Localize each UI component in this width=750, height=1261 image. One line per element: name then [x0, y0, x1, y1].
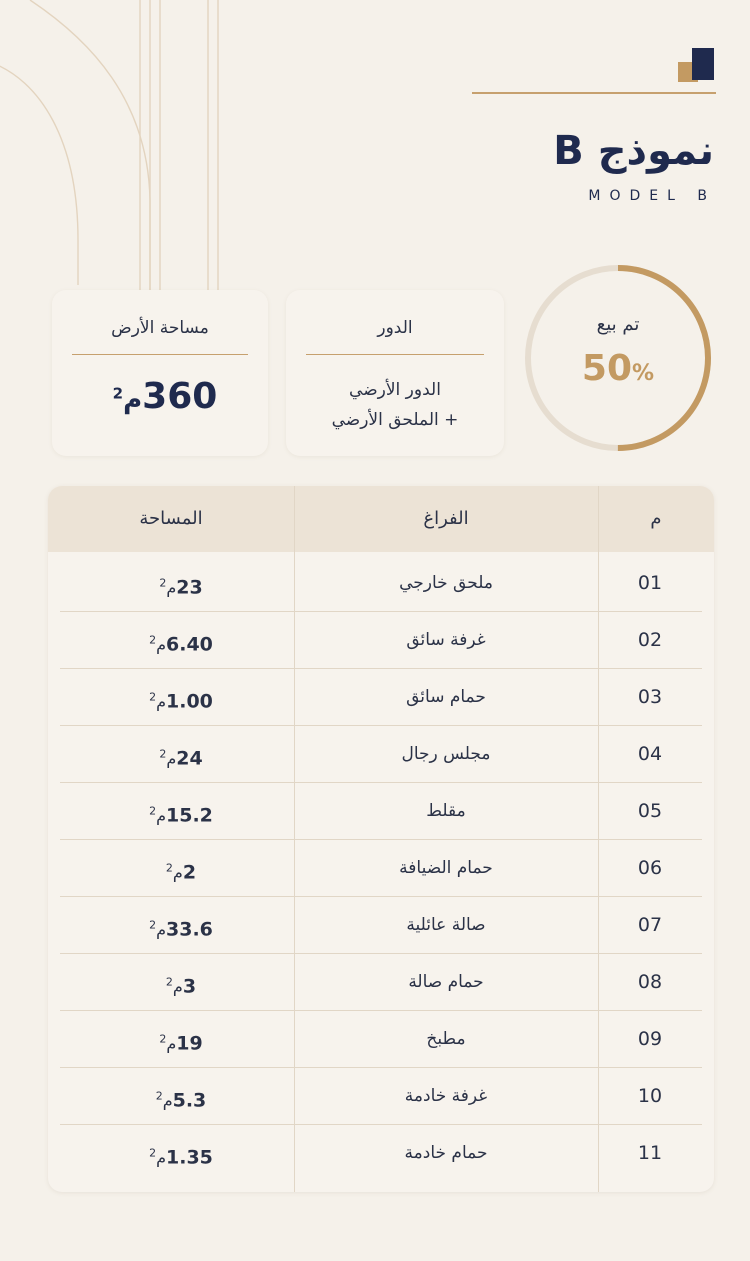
table-row	[60, 1011, 702, 1068]
row-space: مقلط	[426, 801, 466, 821]
floor-card	[286, 290, 504, 456]
row-area: 3م$^2$	[165, 975, 197, 998]
row-area: 33.6م$^2$	[149, 918, 213, 941]
row-area: 15.2م$^2$	[149, 804, 213, 827]
row-area: 19م$^2$	[159, 1032, 203, 1055]
row-area: 6.40م$^2$	[149, 633, 213, 656]
table-row	[60, 840, 702, 897]
header-index: م	[650, 508, 662, 529]
row-space: ملحق خارجي	[399, 573, 493, 593]
row-index: 02	[637, 629, 663, 651]
floor-label: الدور	[377, 318, 413, 338]
row-index: 06	[637, 857, 663, 879]
table-row	[60, 897, 702, 954]
table-row	[60, 726, 702, 783]
land-area-card	[52, 290, 268, 456]
table-row	[60, 555, 702, 612]
card-divider	[72, 354, 248, 355]
row-area: 5.3م$^2$	[155, 1089, 207, 1112]
table-row	[60, 1125, 702, 1182]
row-area: 24م$^2$	[159, 747, 203, 770]
row-space: غرفة سائق	[406, 630, 486, 650]
row-space: حمام سائق	[406, 687, 486, 707]
header-divider	[472, 92, 716, 94]
header-space: الفراغ	[423, 508, 469, 529]
table-row	[60, 669, 702, 726]
row-area: 1.35م$^2$	[149, 1146, 213, 1169]
floor-line-2: + الملحق الأرضي	[331, 410, 459, 430]
spaces-table	[48, 486, 714, 1192]
row-area: 1.00م$^2$	[149, 690, 213, 713]
page-subtitle: MODEL B	[588, 188, 716, 204]
row-index: 07	[637, 914, 663, 936]
table-row	[60, 1068, 702, 1125]
row-space: حمام صالة	[408, 972, 484, 992]
row-space: حمام الضيافة	[399, 858, 493, 878]
row-index: 03	[637, 686, 663, 708]
row-index: 09	[637, 1028, 663, 1050]
header-area: المساحة	[139, 508, 203, 529]
row-index: 11	[637, 1142, 663, 1164]
floor-line-1: الدور الأرضي	[349, 380, 441, 400]
row-index: 04	[637, 743, 663, 765]
card-divider	[306, 354, 484, 355]
row-space: صالة عائلية	[406, 915, 486, 935]
table-header	[48, 486, 714, 552]
row-index: 10	[637, 1085, 663, 1107]
row-space: مطبخ	[426, 1029, 466, 1049]
land-area-label: مساحة الأرض	[111, 318, 209, 338]
row-index: 01	[637, 572, 663, 594]
row-index: 08	[637, 971, 663, 993]
sold-value: 50%	[581, 348, 655, 389]
row-area: 23م$^2$	[159, 576, 203, 599]
row-index: 05	[637, 800, 663, 822]
table-row	[60, 783, 702, 840]
land-area-value: 360م$^2$	[112, 376, 218, 417]
row-space: غرفة خادمة	[404, 1086, 488, 1106]
row-space: حمام خادمة	[404, 1143, 488, 1163]
table-row	[60, 954, 702, 1011]
row-space: مجلس رجال	[401, 744, 491, 764]
table-row	[60, 612, 702, 669]
brand-logo-icon	[678, 48, 718, 82]
sold-label: تم بيع	[596, 314, 640, 335]
page-title: نموذج B	[553, 128, 714, 174]
row-area: 2م$^2$	[165, 861, 197, 884]
